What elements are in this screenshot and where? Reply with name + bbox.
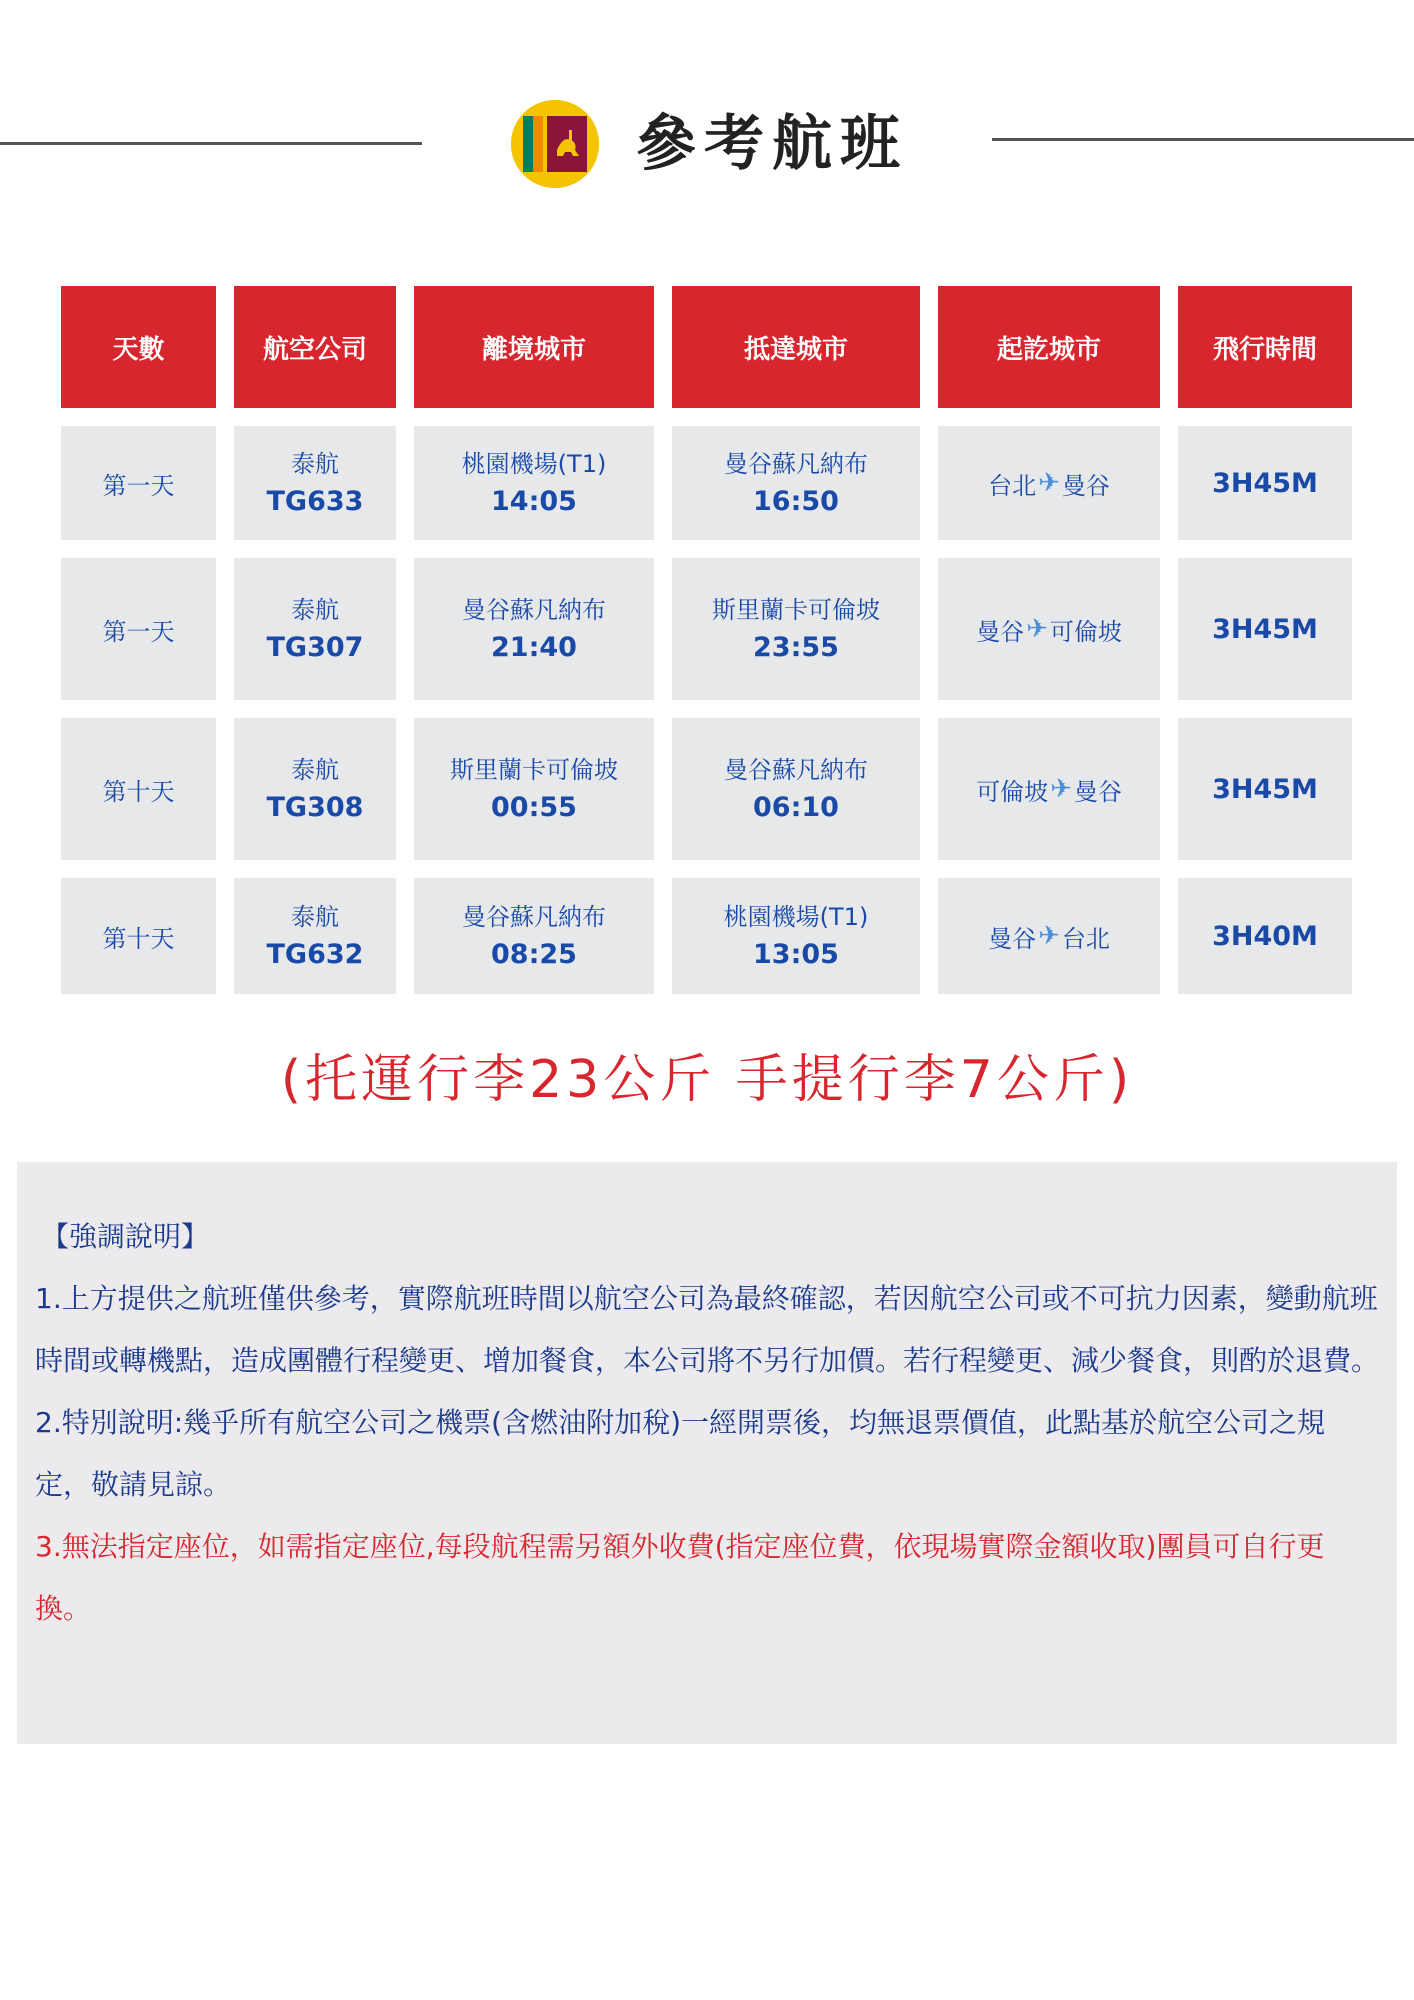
table-row (61, 878, 1354, 994)
airline-cell (234, 878, 396, 994)
route-to: 台北 (1061, 924, 1110, 953)
header-route: 起訖城市 (938, 286, 1160, 408)
route-cell (938, 426, 1160, 540)
flight-duration: 3H45M (1212, 613, 1318, 645)
airline-name: 泰航 (291, 450, 339, 478)
arrival-time: 16:50 (753, 486, 839, 517)
day-cell (61, 426, 216, 540)
day-value: 第一天 (102, 617, 175, 646)
arrival-time: 13:05 (753, 939, 839, 970)
day-value: 第一天 (102, 471, 175, 500)
day-value: 第十天 (102, 924, 175, 953)
sri-lanka-flag-icon (511, 100, 599, 188)
airline-cell (234, 718, 396, 860)
arrival-cell (672, 718, 920, 860)
departure-time: 08:25 (491, 939, 577, 970)
departure-cell (414, 426, 654, 540)
duration-cell (1178, 426, 1352, 540)
arrival-city: 斯里蘭卡可倫坡 (712, 596, 880, 624)
departure-city: 斯里蘭卡可倫坡 (450, 756, 618, 784)
arrival-city: 曼谷蘇凡納布 (724, 756, 868, 784)
departure-cell (414, 718, 654, 860)
airline-cell (234, 426, 396, 540)
route-from: 台北 (988, 471, 1037, 500)
airplane-icon: ✈ (1026, 614, 1048, 644)
arrival-time: 23:55 (753, 632, 839, 663)
table-row (61, 426, 1354, 540)
notes-box (17, 1162, 1397, 1744)
header-flight-time: 飛行時間 (1178, 286, 1352, 408)
flight-duration: 3H45M (1212, 467, 1318, 499)
header-divider-left (0, 142, 422, 145)
header-arrival-city: 抵達城市 (672, 286, 920, 408)
route-text (976, 612, 1122, 647)
flight-number: TG308 (266, 792, 364, 823)
table-header-row (61, 286, 1354, 408)
flight-table (61, 286, 1354, 994)
departure-city: 桃園機場(T1) (461, 450, 607, 478)
route-cell (938, 558, 1160, 700)
page-title: 參考航班 (636, 109, 908, 179)
day-cell (61, 878, 216, 994)
note-item-2: 2.特別說明:幾乎所有航空公司之機票(含燃油附加稅)一經開票後，均無退票價值，此點基於航空公司之規定，敬請見諒。 (35, 1406, 1326, 1501)
airline-cell (234, 558, 396, 700)
header-divider-right (992, 138, 1414, 141)
header-day: 天數 (61, 286, 216, 408)
departure-time: 21:40 (491, 632, 577, 663)
duration-cell (1178, 878, 1352, 994)
departure-time: 14:05 (491, 486, 577, 517)
departure-city: 曼谷蘇凡納布 (462, 903, 606, 931)
header-airline: 航空公司 (234, 286, 396, 408)
route-cell (938, 878, 1160, 994)
route-from: 曼谷 (976, 617, 1025, 646)
airplane-icon: ✈ (1038, 921, 1060, 951)
departure-time: 00:55 (491, 792, 577, 823)
duration-cell (1178, 718, 1352, 860)
departure-city: 曼谷蘇凡納布 (462, 596, 606, 624)
route-to: 曼谷 (1061, 471, 1110, 500)
baggage-allowance: (托運行李23公斤 手提行李7公斤) (280, 1050, 1134, 1110)
note-item-3: 3.無法指定座位，如需指定座位,每段航程需另額外收費(指定座位費，依現場實際金額收取)團員可自行更換。 (35, 1530, 1325, 1625)
arrival-time: 06:10 (753, 792, 839, 823)
flight-number: TG633 (266, 486, 364, 517)
arrival-cell (672, 426, 920, 540)
flight-number: TG632 (266, 939, 364, 970)
notes-title: 【強調說明】 (41, 1220, 210, 1253)
day-cell (61, 558, 216, 700)
table-row (61, 718, 1354, 860)
arrival-cell (672, 878, 920, 994)
route-text (988, 919, 1110, 954)
route-text (988, 466, 1110, 501)
day-cell (61, 718, 216, 860)
route-from: 曼谷 (988, 924, 1037, 953)
arrival-cell (672, 558, 920, 700)
arrival-city: 曼谷蘇凡納布 (724, 450, 868, 478)
route-from: 可倫坡 (976, 777, 1049, 806)
route-text (976, 772, 1122, 807)
flight-duration: 3H45M (1212, 773, 1318, 805)
airline-name: 泰航 (291, 756, 339, 784)
departure-cell (414, 558, 654, 700)
flight-number: TG307 (266, 632, 364, 663)
route-to: 可倫坡 (1049, 617, 1122, 646)
airline-name: 泰航 (291, 903, 339, 931)
day-value: 第十天 (102, 777, 175, 806)
note-item-1: 1.上方提供之航班僅供參考，實際航班時間以航空公司為最終確認，若因航空公司或不可抗力因素，變動航班時間或轉機點，造成團體行程變更、增加餐食，本公司將不另行加價。若行程變更、減少餐食，則酌於退費。 (35, 1282, 1380, 1377)
airplane-icon: ✈ (1050, 774, 1072, 804)
arrival-city: 桃園機場(T1) (723, 903, 869, 931)
route-to: 曼谷 (1073, 777, 1122, 806)
departure-cell (414, 878, 654, 994)
header-departure-city: 離境城市 (414, 286, 654, 408)
airplane-icon: ✈ (1038, 468, 1060, 498)
route-cell (938, 718, 1160, 860)
airline-name: 泰航 (291, 596, 339, 624)
table-row (61, 558, 1354, 700)
flight-duration: 3H40M (1212, 920, 1318, 952)
duration-cell (1178, 558, 1352, 700)
